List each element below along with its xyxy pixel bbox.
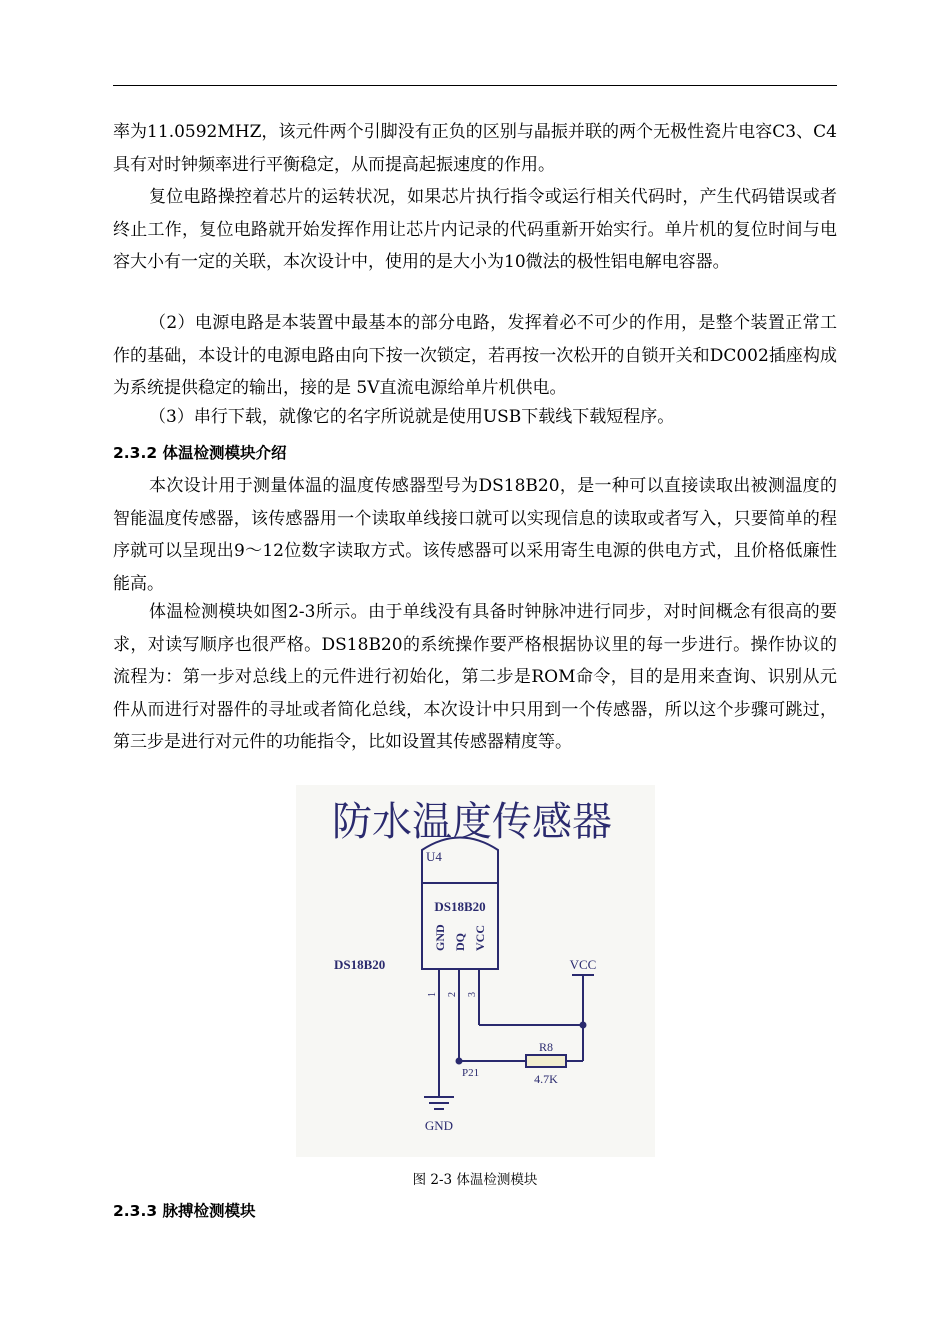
side-label: DS18B20: [334, 957, 386, 972]
junction-dq: [456, 1058, 463, 1065]
chip-label: DS18B20: [434, 899, 486, 914]
component-ref: U4: [426, 849, 442, 864]
pin-label-gnd: GND: [433, 924, 447, 951]
gnd-label: GND: [424, 1118, 454, 1133]
paragraph-serial-download: （3）串行下载，就像它的名字所说就是使用USB下载线下载短程序。: [149, 407, 675, 427]
resistor-ref: R8: [538, 1040, 554, 1054]
paragraph-sensor-protocol: 体温检测模块如图2-3所示。由于单线没有具备时钟脉冲进行同步，对时间概念有很高的要求，对读写顺序也很严格。DS18B20的系统操作要严格根据协议里的每一步进行。操作协议的流程为：第一步对总线上的元件进行初始化，第二步是ROM命令，目的是用来查询、识别从元件从而进行对器件的寻址或者简化总线，本次设计中只用到一个传感器，所以这个步骤可跳过，第三步是进行对元件的功能指令，比如设置其传感器精度等。: [113, 602, 837, 752]
paragraph-crystal: 率为11.0592MHZ，该元件两个引脚没有正负的区别与晶振并联的两个无极性瓷片电容C3、C4具有对时钟频率进行平衡稳定，从而提高起振速度的作用。: [113, 122, 837, 175]
schematic-figure: [296, 785, 655, 1157]
pin-label-vcc: VCC: [473, 925, 487, 951]
paragraph-reset-circuit: 复位电路操控着芯片的运转状况，如果芯片执行指令或运行相关代码时，产生代码错误或者终止工作，复位电路就开始发挥作用让芯片内记录的代码重新开始实行。单片机的复位时间与电容大小有一定的关联，本次设计中，使用的是大小为10微法的极性铝电解电容器。: [113, 187, 837, 272]
vcc-label: VCC: [569, 957, 597, 972]
pin-number-3: 3: [467, 992, 478, 997]
pullup-resistor: [526, 1055, 566, 1067]
pin-label-dq: DQ: [453, 933, 467, 951]
resistor-value: 4.7K: [534, 1072, 558, 1086]
figure-title: 防水温度传感器: [332, 799, 612, 845]
paragraph-sensor-intro: 本次设计用于测量体温的温度传感器型号为DS18B20，是一种可以直接读取出被测温度的智能温度传感器，该传感器用一个读取单线接口就可以实现信息的读取或者写入，只要简单的程序就可以呈现出9～12位数字读取方式。该传感器可以采用寄生电源的供电方式，且价格低廉性能高。: [113, 476, 837, 594]
pin-number-2: 2: [447, 992, 458, 997]
section-heading-pulse: 2.3.3 脉搏检测模块: [113, 1202, 256, 1220]
paragraph-power-circuit: （2）电源电路是本装置中最基本的部分电路，发挥着必不可少的作用，是整个装置正常工作的基础，本设计的电源电路由向下按一次锁定，若再按一次松开的自锁开关和DC002插座构成为系统提供稳定的输出，接的是 5V直流电源给单片机供电。: [113, 313, 837, 398]
schematic-svg: [296, 785, 655, 1157]
junction-vcc: [580, 1022, 587, 1029]
net-label: P21: [462, 1067, 480, 1079]
figure-caption: 图 2-3 体温检测模块: [412, 1172, 538, 1188]
section-heading-temperature: 2.3.2 体温检测模块介绍: [113, 444, 287, 462]
header-rule: [113, 85, 837, 86]
pin-number-1: 1: [427, 992, 438, 997]
